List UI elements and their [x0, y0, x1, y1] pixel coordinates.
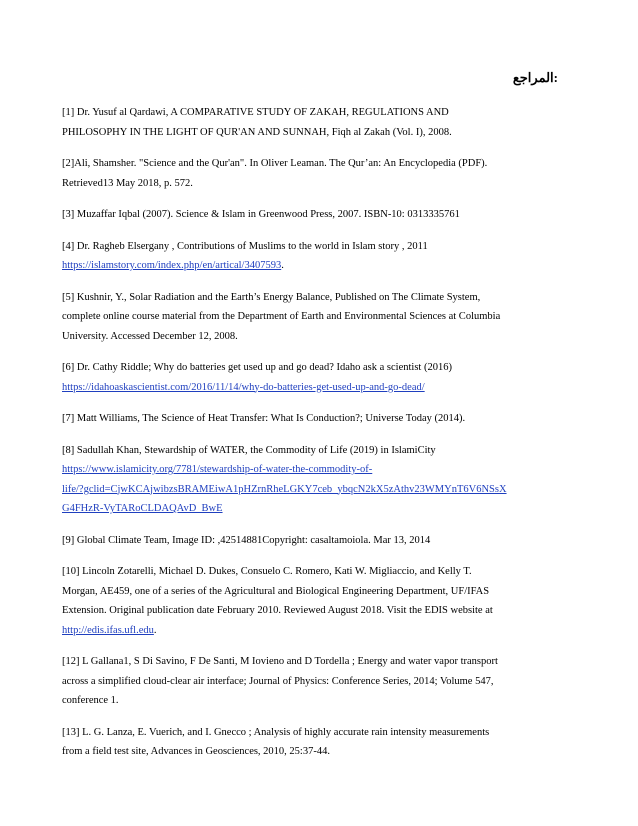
references-heading: :المراجع — [512, 70, 558, 85]
reference-text-line: [9] Global Climate Team, Image ID: ,42514881Copyright: casaltamoiola. Mar 13, 2014 — [62, 534, 431, 546]
reference-text-line: [12] L Gallana1, S Di Savino, F De Santi, M Iovieno and D Tordella ; Energy and water vapor transport — [62, 656, 498, 667]
reference-link-line — [62, 621, 572, 641]
reference-entry — [62, 237, 572, 276]
reference-text-line: [10] Lincoln Zotarelli, Michael D. Dukes, Consuelo C. Romero, Kati W. Migliaccio, and Kelly T. — [62, 566, 472, 577]
reference-entry — [62, 723, 572, 762]
reference-text-line: [8] Sadullah Khan, Stewardship of WATER, the Commodity of Life (2019) in IslamiCity — [62, 444, 436, 456]
reference-text-line: [7] Matt Williams, The Science of Heat Transfer: What Is Conduction?; Universe Today (2014). — [62, 413, 466, 424]
reference-link-line — [62, 460, 572, 480]
reference-entry — [62, 441, 572, 519]
reference-link[interactable]: http://edis.ifas.ufl.edu — [62, 624, 154, 636]
reference-link[interactable]: life/?gclid=CjwKCAjwibzsBRAMEiwA1pHZrnRheLGKY7ceb_ybqcN2kX5zAthv23WMYnT6V6NSsX — [62, 483, 507, 495]
reference-text-line: complete online course material from the Department of Earth and Environmental Sciences at Columbia — [62, 311, 501, 322]
reference-text-line: conference 1. — [62, 695, 119, 706]
reference-entry — [62, 562, 572, 640]
reference-entry — [62, 652, 572, 711]
reference-link[interactable]: https://idahoaskascientist.com/2016/11/14/why-do-batteries-get-used-up-and-go-dead/ — [62, 381, 425, 393]
reference-entry — [62, 531, 572, 551]
link-suffix: . — [281, 260, 284, 271]
reference-entry — [62, 154, 572, 193]
reference-link-line — [62, 256, 572, 276]
reference-text-line: PHILOSOPHY IN THE LIGHT OF QUR'AN AND SUNNAH, Fiqh al Zakah (Vol. I), 2008. — [62, 126, 452, 138]
reference-text-line: University. Accessed December 12, 2008. — [62, 330, 238, 342]
reference-link-line — [62, 378, 572, 398]
references-list — [62, 103, 572, 774]
reference-link-line — [62, 480, 572, 500]
reference-text-line: from a field test site, Advances in Geosciences, 2010, 25:37-44. — [62, 746, 330, 757]
reference-text-line: [1] Dr. Yusuf al Qardawi, A COMPARATIVE STUDY OF ZAKAH, REGULATIONS AND — [62, 107, 449, 118]
reference-entry — [62, 103, 572, 142]
reference-link[interactable]: https://islamstory.com/index.php/en/artical/3407593 — [62, 260, 282, 271]
reference-text-line: [4] Dr. Ragheb Elsergany , Contributions of Muslims to the world in Islam story , 2011 — [62, 240, 428, 252]
reference-entry — [62, 288, 572, 347]
link-suffix: . — [153, 624, 157, 636]
reference-entry — [62, 358, 572, 397]
reference-text-line: [5] Kushnir, Y., Solar Radiation and the Earth’s Energy Balance, Published on The Climate System, — [62, 291, 481, 303]
reference-text-line: Retrieved13 May 2018, p. 572. — [62, 177, 193, 189]
reference-text-line: across a simplified cloud-clear air interface; Journal of Physics: Conference Series, 2014; Volume 547, — [62, 675, 494, 687]
reference-link-line — [62, 499, 572, 519]
reference-text-line: [13] L. G. Lanza, E. Vuerich, and I. Gnecco ; Analysis of highly accurate rain intensity measurements — [62, 726, 490, 738]
reference-text-line: [3] Muzaffar Iqbal (2007). Science & Islam in Greenwood Press, 2007. ISBN-10: 0313335761 — [62, 209, 460, 220]
reference-entry — [62, 205, 572, 225]
reference-text-line: Extension. Original publication date February 2010. Reviewed August 2018. Visit the EDIS website at — [62, 605, 493, 616]
reference-text-line: Morgan, AE459, one of a series of the Agricultural and Biological Engineering Department, UF/IFAS — [62, 585, 490, 597]
reference-text-line: [6] Dr. Cathy Riddle; Why do batteries get used up and go dead? Idaho ask a scientist (2016) — [62, 362, 452, 373]
reference-link[interactable]: G4FHzR-VyTARoCLDAQAvD_BwE — [62, 503, 223, 514]
reference-text-line: [2]Ali, Shamsher. "Science and the Qur'an". In Oliver Leaman. The Qur’an: An Encyclopedia (PDF). — [62, 158, 488, 169]
reference-entry — [62, 409, 572, 429]
reference-link[interactable]: https://www.islamicity.org/7781/stewardship-of-water-the-commodity-of- — [62, 464, 373, 475]
